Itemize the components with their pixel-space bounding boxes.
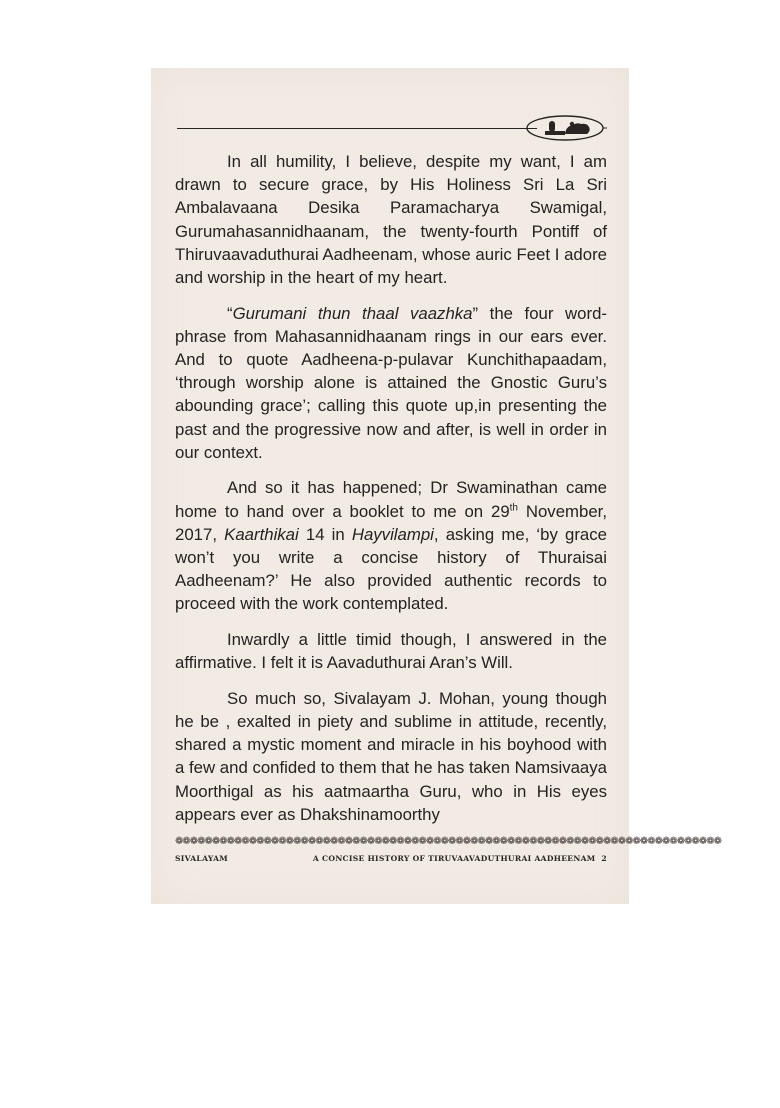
header-rule xyxy=(177,128,537,129)
ordinal-suffix: th xyxy=(509,502,518,514)
paragraph-2-text: the four word-phrase from Mahasannidhaanam rings in our ears ever. And to quote Aadheena-p-pulavar Kunchithapaadam, ‘through worship alone is attained the Gnostic Guru’s abounding grace’; calling this quote up,in presenting the past and the progressive now and after, is well in order in our context. xyxy=(175,303,607,462)
paragraph-3 xyxy=(175,476,607,615)
paragraph-1: In all humility, I believe, despite my want, I am drawn to secure grace, by His Holiness Sri La Sri Ambalavaana Desika Paramacharya Swamigal, Gurumahasannidhaanam, the twenty-fourth Pontiff of Thiruvaavaduthurai Aadheenam, whose auric Feet I adore and worship in the heart of my heart. xyxy=(175,152,607,288)
footer-publisher: SIVALAYAM xyxy=(175,854,229,863)
footer-title xyxy=(313,854,607,863)
footer-book-title: A CONCISE HISTORY OF TIRUVAAVADUTHURAI AADHEENAM xyxy=(312,854,596,863)
paragraph-3-text-d: , asking me, ‘by grace won’t you write a concise history of Thuraisai Aadheenam?’ He also provided authentic records to proceed with the work contemplated. xyxy=(175,524,607,614)
paragraph-3-text-b: November, 2017, xyxy=(175,501,607,544)
paragraph-3-text-a: And so it has happened; Dr Swaminathan came home to hand over a booklet to me on 29 xyxy=(175,478,607,521)
paragraph-3-text-c: 14 in xyxy=(298,524,352,544)
month-name: Kaarthikai xyxy=(224,524,299,544)
year-name: Hayvilampi xyxy=(351,524,434,544)
quote-tamil-phrase: Gurumani thun thaal vaazhka xyxy=(232,303,473,323)
paragraph-5: So much so, Sivalayam J. Mohan, young though he be , exalted in piety and sublime in attitude, recently, shared a mystic moment and miracle in his boyhood with a few and confided to them that he has taken Namsivaaya Moorthigal as his aatmaartha Guru, who in His eyes appears ever as Dhakshinamoorthy xyxy=(175,688,607,824)
paragraph-2: “Gurumani thun thaal vaazhka” the four word-phrase from Mahasannidhaanam rings in our ears ever. And to quote Aadheena-p-pulavar Kunchithapaadam, ‘through worship alone is attained the Gnostic Guru’s abounding grace’; calling this quote up,in presenting the past and the progressive now and after, is well in order in our context. xyxy=(175,303,607,462)
footer-ornament: ❁❁❁❁❁❁❁❁❁❁❁❁❁❁❁❁❁❁❁❁❁❁❁❁❁❁❁❁❁❁❁❁❁❁❁❁❁❁❁❁❁❁❁❁❁❁❁❁❁❁❁❁❁❁❁❁❁❁❁❁❁❁❁❁❁❁❁❁❁❁❁❁❁❁ xyxy=(175,836,722,847)
book-page xyxy=(151,68,722,904)
page-number: 2 xyxy=(601,854,607,863)
lingam-nandi-emblem-icon xyxy=(525,114,607,142)
paragraph-4: Inwardly a little timid though, I answered in the affirmative. I felt it is Aavaduthurai Aran’s Will. xyxy=(175,630,607,673)
body-text xyxy=(175,150,607,838)
